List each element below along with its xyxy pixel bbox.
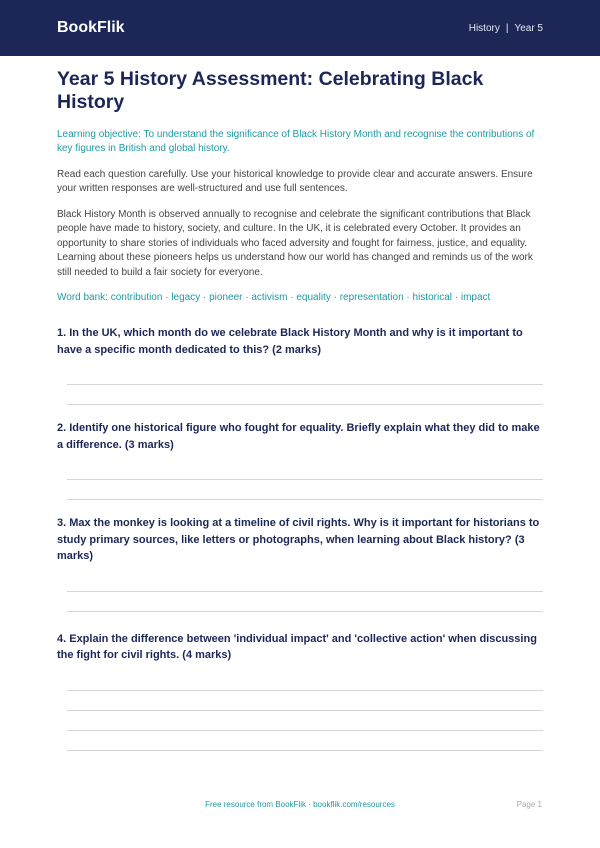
question-3 [57,515,543,612]
question-1 [57,325,543,405]
answer-lines[interactable] [67,690,543,751]
answer-line[interactable] [67,384,543,385]
answer-lines[interactable] [67,591,543,612]
breadcrumb-year: Year 5 [514,22,543,34]
breadcrumb-separator: | [505,22,509,34]
question-2 [57,420,543,500]
worksheet-content [57,60,543,770]
word-bank: Word bank: contribution · legacy · pioneer · activism · equality · representation · historical · impact [57,292,491,304]
question-text: 1. In the UK, which month do we celebrate Black History Month and why is it important to have a specific month dedicated to this? (2 marks) [57,327,523,356]
answer-line[interactable] [67,479,543,480]
instructions: Read each question carefully. Use your historical knowledge to provide clear and accurate answers. Ensure your written responses are well-structured and use full sentences. [57,168,533,195]
question-text: 3. Max the monkey is looking at a timeline of civil rights. Why is it important for historians to study primary sources, like letters or photographs, when learning about Black history? (3 marks) [57,517,540,563]
learning-objective: Learning objective: To understand the significance of Black History Month and recognise the contributions of key figures in British and global history. [57,128,535,155]
page-title: Year 5 History Assessment: Celebrating Black History [57,68,484,114]
answer-lines[interactable] [67,384,543,405]
page-number: Page 1 [516,800,542,809]
answer-lines[interactable] [67,479,543,500]
reading-passage: Black History Month is observed annually to recognise and celebrate the significant contributions that Black people have made to history, society, and culture. In the UK, it is celebrated every October. It provides an opportunity to share stories of individuals who faced adversity and fought for fairness, justice, and equality. Learning about these pioneers helps us understand how our world has changed and reminds us of the work still needed to build a fair society for everyone. [57,208,533,278]
footer-resource-link[interactable]: Free resource from BookFlik · bookflik.com/resources [205,800,395,809]
answer-line[interactable] [67,611,543,612]
answer-line[interactable] [67,499,543,500]
answer-line[interactable] [67,404,543,405]
question-text: 4. Explain the difference between 'individual impact' and 'collective action' when discussing the fight for civil rights. (4 marks) [57,632,537,662]
breadcrumb-subject: History [468,22,500,34]
page-header [0,0,600,56]
breadcrumb [469,23,543,34]
question-text: 2. Identify one historical figure who fought for equality. Briefly explain what they did to make a difference. (3 marks) [57,422,540,451]
answer-line[interactable] [67,750,543,751]
answer-line[interactable] [67,710,543,711]
brand-logo: BookFlik [57,19,125,36]
page-footer [0,800,600,814]
answer-line[interactable] [67,690,543,691]
answer-line[interactable] [67,730,543,731]
answer-line[interactable] [67,591,543,592]
question-4 [57,631,543,751]
